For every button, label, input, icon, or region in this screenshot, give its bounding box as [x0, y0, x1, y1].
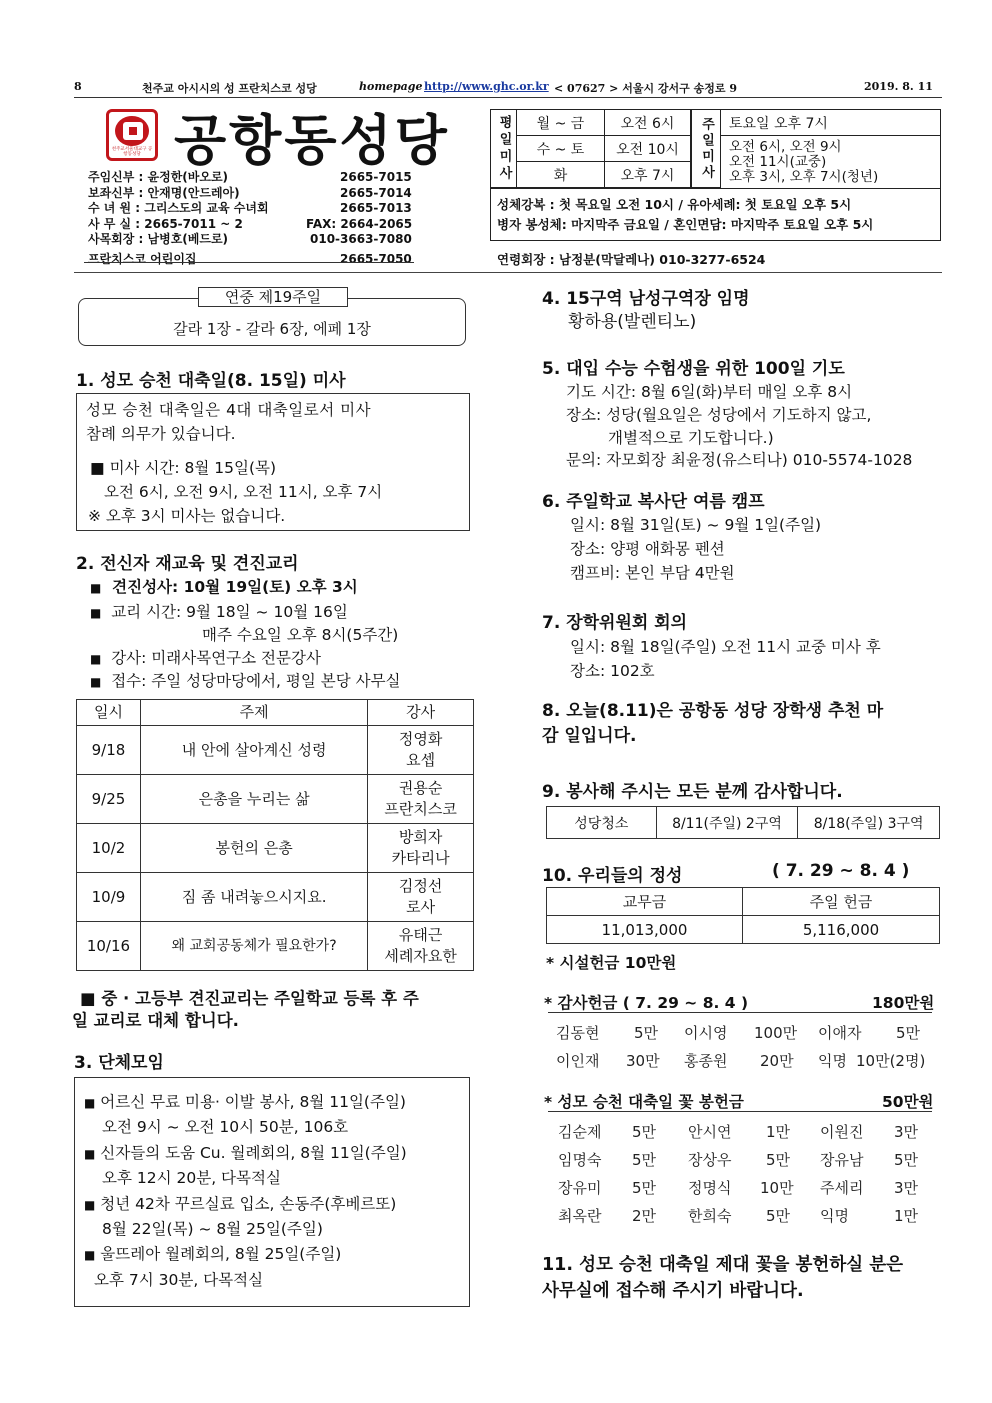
mass-day: 월 ~ 금 — [517, 110, 605, 136]
saturday-mass: 토요일 오후 7시 — [721, 110, 940, 136]
mass-time: 오후 7시 — [605, 162, 691, 188]
divider — [84, 262, 414, 263]
s6-line: 일시: 8월 31일(토) ~ 9월 1일(주일) — [570, 516, 822, 534]
donor-amount: 10만 — [760, 1179, 794, 1197]
section-5-title: 5. 대입 수능 수험생을 위한 100일 기도 — [542, 359, 845, 379]
thanks-offering-total: 180만원 — [872, 994, 935, 1012]
donor-amount: 1만 — [766, 1123, 791, 1141]
donor-amount: 5만 — [894, 1151, 919, 1169]
section-10-title: 10. 우리들의 정성 — [542, 866, 683, 886]
donor-name: 이인재 — [556, 1052, 600, 1070]
s1-note: ※ 오후 3시 미사는 없습니다. — [88, 507, 286, 525]
staff-directory — [88, 170, 418, 267]
donor-name: 주세리 — [820, 1179, 864, 1197]
s5-line: 개별적으로 기도합니다.) — [608, 429, 774, 447]
donor-name: 홍종원 — [684, 1052, 728, 1070]
section-7-title: 7. 장학위원회 회의 — [542, 613, 688, 633]
donor-name: 익명 — [820, 1207, 849, 1225]
section-11-title: 11. 성모 승천 대축일 제대 꽃을 봉헌하실 분은 — [542, 1255, 904, 1275]
donor-name: 익명 — [818, 1052, 847, 1070]
section-9-title: 9. 봉사해 주시는 모든 분께 감사합니다. — [542, 782, 843, 802]
s7-line: 장소: 102호 — [570, 662, 655, 680]
donor-name: 장유남 — [820, 1151, 864, 1169]
mass-schedule-table — [490, 109, 941, 189]
week-title: 연중 제19주일 — [198, 287, 348, 307]
s2-bullet: ■ 교리 시간: 9월 18일 ~ 10월 16일 — [90, 603, 348, 621]
s1-paragraph: 성모 승천 대축일은 4대 대축일로서 미사 — [86, 401, 372, 419]
thanks-offering-title: * 감사헌금 ( 7. 29 ~ 8. 4 ) — [544, 994, 749, 1012]
donor-amount: 5만 — [632, 1179, 657, 1197]
section-8-title-cont: 감 일입니다. — [542, 726, 637, 746]
donor-amount: 5만 — [896, 1024, 921, 1042]
s6-line: 장소: 양평 애화몽 펜션 — [570, 540, 725, 558]
donor-amount: 5만 — [766, 1207, 791, 1225]
table-row: 9/25 은총을 누리는 삶 권용순 프란치스코 — [77, 775, 474, 824]
weekly-reading: 갈라 1장 - 갈라 6장, 에페 1장 — [173, 320, 371, 338]
section-1-title: 1. 성모 승천 대축일(8. 15일) 미사 — [76, 371, 346, 391]
header-homepage-label: homepage — [359, 80, 423, 93]
s7-line: 일시: 8월 18일(주일) 오전 11시 교중 미사 후 — [570, 638, 881, 656]
meeting-item: ■ 신자들의 도움 Cu. 월례회의, 8월 11일(주일) — [84, 1144, 407, 1162]
donor-amount: 5만 — [766, 1151, 791, 1169]
meeting-item-detail: 오후 7시 30분, 다목적실 — [94, 1271, 264, 1289]
header-date: 2019. 8. 11 — [864, 80, 933, 93]
donor-amount: 2만 — [632, 1207, 657, 1225]
mass-day: 수 ~ 토 — [517, 136, 605, 162]
meeting-item: ■ 울뜨레아 월례회의, 8월 25일(주일) — [84, 1245, 342, 1263]
mass-day: 화 — [517, 162, 605, 188]
meeting-item: ■ 청년 42차 꾸르실료 입소, 손동주(후베르또) — [84, 1195, 397, 1213]
meeting-item-detail: 8월 22일(목) ~ 8월 25일(주일) — [102, 1220, 323, 1238]
staff-row: 사목회장 : 남병호(베드로) 010-3663-7080 — [88, 232, 412, 246]
table-row: 10/9 짐 좀 내려놓으시지요. 김정선 로사 — [77, 873, 474, 922]
s5-line: 장소: 성당(월요일은 성당에서 기도하지 않고, — [566, 406, 872, 424]
donor-name: 장유미 — [558, 1179, 602, 1197]
donor-amount: 30만 — [626, 1052, 660, 1070]
volunteer-table — [546, 806, 940, 839]
donor-name: 장상우 — [688, 1151, 732, 1169]
staff-row: 보좌신부 : 안재명(안드레아) 2665-7014 — [88, 185, 412, 200]
meeting-item-detail: 오전 9시 ~ 오전 10시 50분, 106호 — [102, 1118, 349, 1136]
offering-table — [546, 887, 940, 944]
sunday-mass-times: 오전 6시, 오전 9시 오전 11시(교중) 오후 3시, 오후 7시(청년) — [729, 138, 879, 185]
church-logo: 천주교서울대교구 공항동성당 — [106, 109, 158, 161]
donor-amount: 5만 — [632, 1151, 657, 1169]
donor-amount: 20만 — [760, 1052, 794, 1070]
donor-name: 최옥란 — [558, 1207, 602, 1225]
page-number: 8 — [74, 80, 82, 93]
section-6-title: 6. 주일학교 복사단 여름 캠프 — [542, 492, 765, 512]
s1-mass-time: ■ 미사 시간: 8월 15일(목) — [90, 459, 277, 477]
s1-paragraph: 참례 의무가 있습니다. — [86, 425, 236, 443]
table-header-row — [77, 700, 474, 726]
staff-row: 사 무 실 : 2665-7011 ~ 2 FAX: 2664-2065 — [88, 216, 413, 231]
table-header: 일시 — [77, 700, 141, 726]
section-2-title: 2. 전신자 재교육 및 견진교리 — [76, 554, 299, 574]
meeting-item-detail: 오후 12시 20분, 다목적실 — [102, 1169, 281, 1187]
s1-mass-times: 오전 6시, 오전 9시, 오전 11시, 오후 7시 — [104, 483, 383, 501]
s2-bullet: ■ 강사: 미래사목연구소 전문강사 — [90, 649, 321, 667]
mass-time: 오전 10시 — [605, 136, 691, 162]
sacrament-info: 성체강복 : 첫 목요일 오전 10시 / 유아세례: 첫 토요일 오후 5시 병자 봉성체: 마지막주 금요일 / 혼인면담: 마지막주 토요일 오후 5시 — [490, 189, 941, 241]
section-4-title: 4. 15구역 남성구역장 임명 — [542, 289, 750, 309]
donor-amount: 5만 — [632, 1123, 657, 1141]
s2-bullet: ■ 견진성사: 10월 19일(토) 오후 3시 — [90, 578, 358, 596]
header-org: 천주교 아시시의 성 프란치스코 성당 — [142, 82, 317, 95]
staff-row: 수 녀 원 : 그리스도의 교육 수녀회 2665-7013 — [88, 201, 412, 215]
table-header: 강사 — [368, 700, 474, 726]
s2-bullet-cont: 매주 수요일 오후 8시(5주간) — [202, 626, 399, 644]
donor-name: 이애자 — [818, 1024, 862, 1042]
table-row: 교무금 주일 헌금 — [547, 888, 940, 916]
donor-amount: 3만 — [894, 1123, 919, 1141]
donor-amount: 10만(2명) — [856, 1052, 926, 1070]
sunday-mass-label: 주일미사 — [691, 110, 721, 188]
flower-offering-total: 50만원 — [882, 1093, 934, 1111]
table-row: 10/2 봉헌의 은총 방희자 카타리나 — [77, 824, 474, 873]
donor-amount: 100만 — [754, 1024, 798, 1042]
divider — [548, 1012, 932, 1013]
table-header: 주제 — [140, 700, 367, 726]
donor-amount: 3만 — [894, 1179, 919, 1197]
staff-row: 주임신부 : 윤정한(바오로) 2665-7015 — [88, 170, 412, 184]
weekday-mass-label: 평일미사 — [491, 110, 517, 188]
table-row: 9/18 내 안에 살아계신 성령 정영화 요셉 — [77, 726, 474, 775]
mass-time: 오전 6시 — [605, 110, 691, 136]
donor-name: 한희숙 — [688, 1207, 732, 1225]
donor-name: 임명숙 — [558, 1151, 602, 1169]
s5-line: 문의: 자모회장 최윤정(유스티나) 010-5574-1028 — [566, 451, 913, 469]
table-row: 성당청소 8/11(주일) 2구역 8/18(주일) 3구역 — [547, 807, 940, 839]
s2-note: 일 교리로 대체 합니다. — [72, 1011, 239, 1030]
meeting-item: ■ 어르신 무료 미용· 이발 봉사, 8월 11일(주일) — [84, 1093, 406, 1111]
donor-amount: 5만 — [634, 1024, 659, 1042]
donor-name: 김동현 — [556, 1024, 600, 1042]
table-row: 11,013,000 5,116,000 — [547, 916, 940, 944]
section-11-title-cont: 사무실에 접수해 주시기 바랍니다. — [542, 1281, 804, 1301]
facility-offering: * 시설헌금 10만원 — [546, 954, 677, 972]
donor-name: 정명식 — [688, 1179, 732, 1197]
page-header-bar — [74, 80, 942, 98]
s10-period: ( 7. 29 ~ 8. 4 ) — [772, 861, 910, 881]
donor-amount: 1만 — [894, 1207, 919, 1225]
section-3-title: 3. 단체모임 — [74, 1053, 164, 1073]
s2-bullet: ■ 접수: 주일 성당마당에서, 평일 본당 사무실 — [90, 672, 401, 690]
s6-line: 캠프비: 본인 부담 4만원 — [570, 564, 735, 582]
header-address: < 07627 > 서울시 강서구 송정로 9 — [554, 82, 737, 95]
donor-name: 안시연 — [688, 1123, 732, 1141]
funeral-committee-contact: 연령회장 : 남정분(막달레나) 010-3277-6524 — [497, 252, 766, 267]
divider — [548, 1111, 932, 1112]
staff-row: 프란치스코 어린이집 2665-7050 — [88, 251, 412, 266]
church-name-title: 공항동성당 — [174, 109, 450, 172]
section-8-title: 8. 오늘(8.11)은 공항동 성당 장학생 추천 마 — [542, 701, 884, 721]
donor-name: 이원진 — [820, 1123, 864, 1141]
donor-name: 김순제 — [558, 1123, 602, 1141]
table-row: 10/16 왜 교회공동체가 필요한가? 유태근 세례자요한 — [77, 922, 474, 971]
header-url-link[interactable]: http://www.ghc.or.kr — [424, 80, 549, 93]
s2-note: ■ 중 · 고등부 견진교리는 주일학교 등록 후 주 — [80, 989, 419, 1008]
flower-offering-title: * 성모 승천 대축일 꽃 봉헌금 — [544, 1093, 744, 1111]
catechism-table — [76, 699, 474, 971]
s5-line: 기도 시간: 8월 6일(화)부터 매일 오후 8시 — [566, 383, 853, 401]
divider — [74, 272, 942, 273]
s4-appointee: 황하용(발렌티노) — [568, 312, 697, 332]
donor-name: 이시영 — [684, 1024, 728, 1042]
